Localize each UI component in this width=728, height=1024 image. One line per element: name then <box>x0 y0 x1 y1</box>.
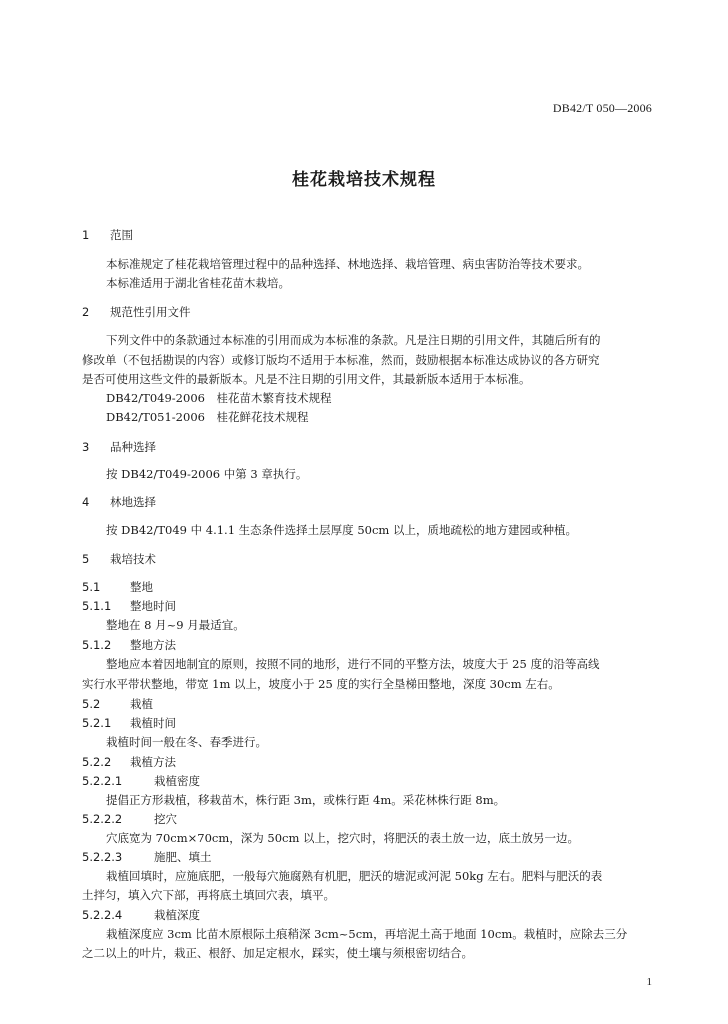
subsection-heading <box>82 907 654 923</box>
subsection-number: 5.1.1 <box>82 599 112 613</box>
section-heading <box>82 304 654 320</box>
paragraph-line: 是否可使用这些文件的最新版本。凡是不注日期的引用文件，其最新版本适用于本标准。 <box>82 372 531 386</box>
paragraph-line: 按 DB42/T049 中 4.1.1 生态条件选择土层厚度 50cm 以上，质地疏松的地方建园或种植。 <box>106 523 577 537</box>
subsection-heading <box>82 637 654 653</box>
paragraph-line: 栽植深度应 3cm 比苗木原根际土痕稍深 3cm~5cm，再培泥土高于地面 10cm。栽植时，应除去三分 <box>106 927 628 941</box>
subsection-number: 5.2.2.4 <box>82 908 123 922</box>
subsection-title: 栽植 <box>130 697 153 711</box>
paragraph-line: 本标准适用于湖北省桂花苗木栽培。 <box>106 276 290 290</box>
section-heading <box>82 227 654 243</box>
paragraph-line: 按 DB42/T049-2006 中第 3 章执行。 <box>106 467 308 481</box>
section-title: 品种选择 <box>110 440 156 454</box>
paragraph-line: 本标准规定了桂花栽培管理过程中的品种选择、林地选择、栽培管理、病虫害防治等技术要求。 <box>106 257 589 271</box>
subsection-title: 栽植时间 <box>130 716 176 730</box>
subsection-title: 整地 <box>130 580 153 594</box>
section-title: 栽培技术 <box>110 552 156 566</box>
section-number: 3 <box>82 440 90 454</box>
section-title: 范围 <box>110 228 133 242</box>
section-heading <box>82 494 654 510</box>
paragraph-line: 实行水平带状整地，带宽 1m 以上，坡度小于 25 度的实行全垦梯田整地，深度 30cm 左右。 <box>82 677 560 691</box>
subsection-number: 5.1 <box>82 580 101 594</box>
section-title: 规范性引用文件 <box>110 305 191 319</box>
subsection-number: 5.2 <box>82 697 101 711</box>
subsection-number: 5.2.2.2 <box>82 812 123 826</box>
subsection-heading <box>82 754 654 770</box>
standard-code: DB42/T 050—2006 <box>552 101 652 115</box>
subsection-title: 施肥、填土 <box>154 850 212 864</box>
paragraph-line: 整地在 8 月~9 月最适宜。 <box>106 618 245 632</box>
subsection-title: 挖穴 <box>154 812 177 826</box>
subsection-heading <box>82 715 654 731</box>
subsection-number: 5.1.2 <box>82 638 112 652</box>
subsection-title: 整地方法 <box>130 638 176 652</box>
page-title: 桂花栽培技术规程 <box>292 170 436 190</box>
subsection-heading <box>82 849 654 865</box>
paragraph-line: 之二以上的叶片，栽正、根舒、加足定根水，踩实，使土壤与须根密切结合。 <box>82 946 473 960</box>
section-number: 5 <box>82 552 90 566</box>
paragraph-line: 栽植回填时，应施底肥，一般每穴施腐熟有机肥，肥沃的塘泥或河泥 50kg 左右。肥料与肥沃的表 <box>106 869 603 883</box>
subsection-number: 5.2.2.1 <box>82 774 123 788</box>
section-number: 4 <box>82 495 90 509</box>
subsection-heading <box>82 696 654 712</box>
paragraph-line: 修改单（不包括勘误的内容）或修订版均不适用于本标准，然而，鼓励根据本标准达成协议的各方研究 <box>82 353 600 367</box>
subsection-title: 整地时间 <box>130 599 176 613</box>
section-number: 2 <box>82 305 90 319</box>
paragraph-line: 下列文件中的条款通过本标准的引用而成为本标准的条款。凡是注日期的引用文件，其随后所有的 <box>106 333 601 347</box>
paragraph-line: 整地应本着因地制宜的原则，按照不同的地形，进行不同的平整方法，坡度大于 25 度的沿等高线 <box>106 657 600 671</box>
reference-item: DB42/T049-2006 桂花苗木繁育技术规程 <box>106 391 332 405</box>
reference-item: DB42/T051-2006 桂花鲜花技术规程 <box>106 410 309 424</box>
section-heading <box>82 551 654 567</box>
paragraph-line: 穴底宽为 70cm×70cm，深为 50cm 以上，挖穴时，将肥沃的表土放一边，底土放另一边。 <box>106 831 580 845</box>
paragraph-line: 土拌匀，填入穴下部，再将底土填回穴表，填平。 <box>82 888 335 902</box>
subsection-heading <box>82 579 654 595</box>
paragraph-line: 栽植时间一般在冬、春季进行。 <box>106 735 267 749</box>
section-heading <box>82 439 654 455</box>
subsection-title: 栽植深度 <box>154 908 200 922</box>
subsection-heading <box>82 598 654 614</box>
page-number: 1 <box>646 976 652 988</box>
subsection-number: 5.2.2 <box>82 755 112 769</box>
paragraph-line: 提倡正方形栽植，移栽苗木，株行距 3m，或株行距 4m。采花林株行距 8m。 <box>106 793 506 807</box>
section-number: 1 <box>82 228 90 242</box>
section-title: 林地选择 <box>110 495 156 509</box>
subsection-title: 栽植密度 <box>154 774 200 788</box>
subsection-number: 5.2.2.3 <box>82 850 123 864</box>
subsection-number: 5.2.1 <box>82 716 112 730</box>
subsection-heading <box>82 811 654 827</box>
subsection-title: 栽植方法 <box>130 755 176 769</box>
subsection-heading <box>82 773 654 789</box>
